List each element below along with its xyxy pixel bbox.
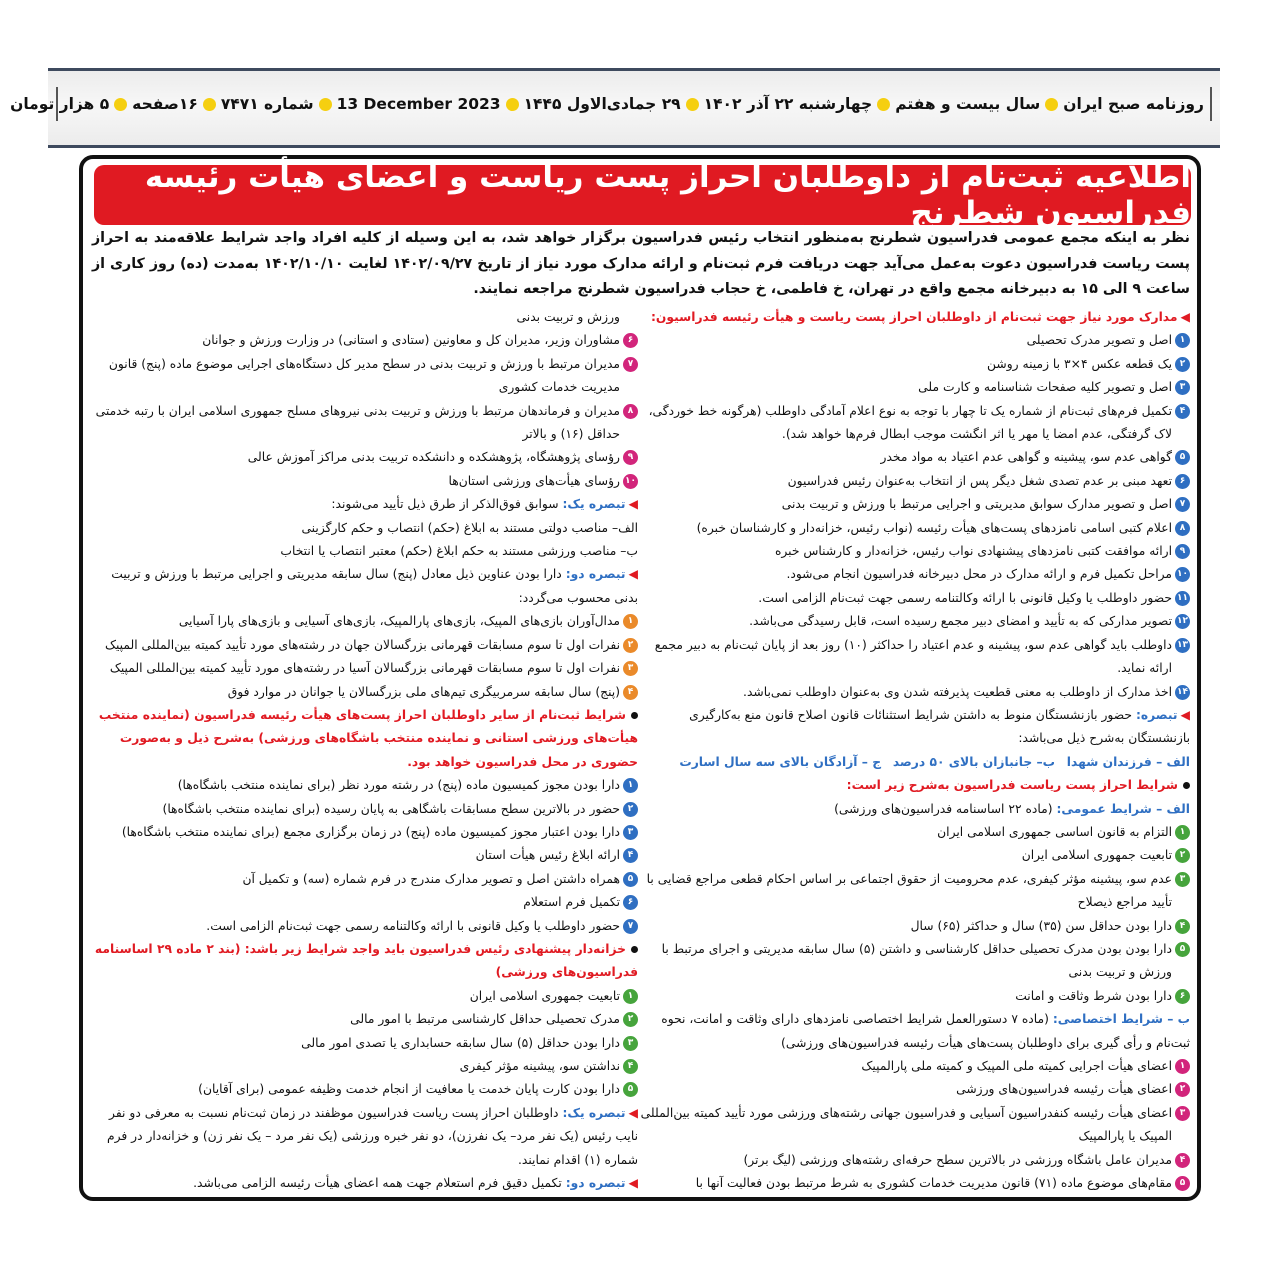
arrow-icon: ◀ [628,567,638,582]
list-item: ۲ اعضای هیأت رئیسه فدراسیون‌های ورزشی [640,1078,1190,1101]
general-conditions-list [640,821,1190,1008]
number-badge-icon: ۵ [1175,450,1190,465]
masthead-line [10,87,1212,121]
special-conditions-list [640,1055,1190,1195]
continuation-text: ورزش و تربیت بدنی [516,310,620,324]
list-item: ۶ مشاوران وزیر، مدیران کل و معاونین (ستادی و استانی) در وزارت ورزش و جوانان [92,329,638,352]
list-item: ۱۰ رؤسای هیأت‌های ورزشی استان‌ها [448,473,636,488]
bullet-icon [631,712,638,719]
list-item: ۳ نفرات اول تا سوم مسابقات قهرمانی بزرگسالان آسیا در رشته‌های مورد تأیید کمیته بین‌المللی المپیک [92,657,638,680]
number-badge-icon: ۱۱ [1175,591,1190,606]
bullet-icon [631,946,638,953]
newspaper-masthead [10,68,1220,148]
note-one: ◀تبصره یک: سوابق فوق‌الذکر از طرق ذیل تأیید می‌شوند: [331,497,638,512]
other-candidates-list [92,774,638,938]
number-badge-icon: ۳ [1175,1106,1190,1121]
list-item: ۵ دارا بودن بودن مدرک تحصیلی حداقل کارشناسی و داشتن (۵) سال سابقه مدیریتی و اجرای مرتبط با ورزش و تربیت بدنی [640,938,1190,985]
masthead-date-hijri: ۲۹ جمادی‌الاول ۱۴۴۵ [523,95,681,113]
number-badge-icon: ۹ [623,450,638,465]
note-four: ◀تبصره دو: تکمیل دقیق فرم استعلام جهت همه اعضای هیأت رئیسه الزامی می‌باشد. [193,1176,638,1191]
list-item: ۳ عدم سو، پیشینه مؤثر کیفری، عدم محرومیت از حقوق اجتماعی بر اساس احکام قطعی مراجع قضایی با تأیید مراجع ذیصلاح [640,868,1190,915]
masthead-paper-name: روزنامه صبح ایران [1063,95,1204,113]
masthead-issue-number: شماره ۷۴۷۱ [220,95,314,113]
announcement-title-banner [94,159,1191,231]
number-badge-icon: ۵ [623,872,638,887]
retiree-categories: الف – فرزندان شهدا ب– جانبازان بالای ۵۰ درصد ج – آزادگان بالای سه سال اسارت [679,754,1190,769]
separator-dot-icon [114,98,127,111]
list-item: ۷ اصل و تصویر مدارک سوابق مدیریتی و اجرایی مرتبط با ورزش و تربیت بدنی [640,493,1190,516]
list-item: ۱۳ داوطلب باید گواهی عدم سو، پیشینه و عدم اعتیاد را حداکثر (۱۰) روز بعد از پایان ثبت‌نام به دبیر مجمع ارائه نماید. [654,637,1188,676]
list-item: ۴ (پنج) سال سابقه سرمربیگری تیم‌های ملی بزرگسالان یا جوانان در موارد فوق [92,681,638,704]
list-item: ۴ دارا بودن حداقل سن (۳۵) سال و حداکثر (۶۵) سال [640,915,1190,938]
list-item: ۸ مدیران و فرماندهان مرتبط با ورزش و تربیت بدنی نیروهای مسلح جمهوری اسلامی ایران با رتبه خدمتی حداقل (۱۶) و بالاتر [92,400,638,447]
list-item: ۲ نفرات اول تا سوم مسابقات قهرمانی بزرگسالان جهان در رشته‌های مورد تأیید کمیته بین‌المللی المپیک [92,634,638,657]
number-badge-icon: ۱ [1175,333,1190,348]
retiree-note: ◀تبصره: حضور بازنشستگان منوط به داشتن شرایط استثنائات قانون اصلاح قانون منع به‌کارگیری بازنشستگان به‌شرح ذیل می‌باشد: [689,707,1190,746]
list-item: ۷ مدیران مرتبط با ورزش و تربیت بدنی در سطح مدیر کل دستگاه‌های اجرایی موضوع ماده (پنج) قانون مدیریت خدمات کشوری [92,353,638,400]
section-heading-other-candidates: شرایط ثبت‌نام از سایر داوطلبان احراز پست‌های هیأت رئیسه فدراسیون (نماینده منتخب هیأت‌های ورزشی استانی و نماینده منتخب باشگاه‌های ورزشی) به‌شرح ذیل و به‌صورت حضوری در محل فدراسیون خواهد بود. [98,707,638,769]
number-badge-icon: ۶ [623,895,638,910]
list-item: ۵ دارا بودن کارت پایان خدمت یا معافیت از انجام خدمت وظیفه عمومی (برای آقایان) [92,1078,638,1101]
list-item: ۶ دارا بودن شرط وثاقت و امانت [640,985,1190,1008]
bullet-icon [1183,782,1190,789]
treasurer-conditions-list [92,985,638,1102]
number-badge-icon: ۴ [1175,919,1190,934]
left-column [92,306,638,1195]
number-badge-icon: ۱۰ [1175,567,1190,582]
list-item: ۲ مدرک تحصیلی حداقل کارشناسی مرتبط با امور مالی [92,1008,638,1031]
arrow-icon: ◀ [1180,310,1190,324]
right-column [640,306,1190,1195]
note-one-alef: الف– مناصب دولتی مستند به ابلاغ (حکم) انتصاب و حکم کارگزینی [301,520,638,535]
separator-dot-icon [1045,98,1058,111]
number-badge-icon: ۴ [623,685,638,700]
number-badge-icon: ۱ [623,778,638,793]
special-conditions-continued [92,329,638,493]
list-item: ۶ تعهد مبنی بر عدم تصدی شغل دیگر پس از انتخاب به‌عنوان رئیس فدراسیون [640,470,1190,493]
number-badge-icon: ۴ [623,1059,638,1074]
number-badge-icon: ۲ [1175,1082,1190,1097]
number-badge-icon: ۶ [623,333,638,348]
list-item: ۱ دارا بودن مجوز کمیسیون ماده (پنج) در رشته مورد نظر (برای نماینده منتخب باشگاه‌ها) [92,774,638,797]
number-badge-icon: ۳ [623,825,638,840]
list-item: ۴ ارائه ابلاغ رئیس هیأت استان [92,844,638,867]
list-item: ۱ التزام به قانون اساسی جمهوری اسلامی ایران [640,821,1190,844]
number-badge-icon: ۷ [623,919,638,934]
number-badge-icon: ۱ [623,989,638,1004]
number-badge-icon: ۹ [1175,544,1190,559]
number-badge-icon: ۵ [623,1082,638,1097]
documents-list [640,329,1190,704]
list-item: ۳ اعضای هیأت رئیسه کنفدراسیون آسیایی و فدراسیون جهانی رشته‌های ورزشی مورد تأیید کمیته بین‌المللی المپیک یا پارالمپیک [640,1102,1190,1149]
list-item: ۲ حضور در بالاترین سطح مسابقات باشگاهی به پایان رسیده (برای نماینده منتخب باشگاه‌ها) [92,798,638,821]
intro-paragraph: نظر به اینکه مجمع عمومی فدراسیون شطرنج به‌منظور انتخاب رئیس فدراسیون برگزار خواهد شد، به این وسیله از کلیه افراد واجد شرایط علاقه‌مند به احراز پست ریاست فدراسیون دعوت به‌عمل می‌آید جهت دریافت فرم ثبت‌نام و ارائه مدارک مورد نیاز از تاریخ ۱۴۰۲/۰۹/۲۷ لغایت ۱۴۰۲/۱۰/۱۰ به‌مدت (ده) روز کاری از ساعت ۹ الی ۱۵ به دبیرخانه مجمع واقع در تهران، خ فاطمی، خ حجاب فدراسیون شطرنج مراجعه نمایند. [92,230,1190,297]
note-two: ◀تبصره دو: دارا بودن عناوین ذیل معادل (پنج) سال سابقه مدیریتی و اجرایی مرتبط با ورزش و تربیت بدنی محسوب می‌گردد: [111,567,638,605]
list-item: ۱ تابعیت جمهوری اسلامی ایران [92,985,638,1008]
list-item: ۱ مدال‌آوران بازی‌های المپیک، بازی‌های پارالمپیک، بازی‌های آسیایی و بازی‌های پارا آسیایی [92,610,638,633]
number-badge-icon: ۳ [1175,872,1190,887]
list-item: ۱۴ اخذ مدارک از داوطلب به معنی قطعیت پذیرفته شدن وی به‌عنوان داوطلب نمی‌باشد. [743,684,1188,699]
masthead-price: ۵ هزار تومان [10,95,110,113]
general-conditions-heading: الف – شرایط عمومی: (ماده ۲۲ اساسنامه فدراسیون‌های ورزشی) [834,801,1190,816]
number-badge-icon: ۲ [1175,357,1190,372]
separator-dot-icon [319,98,332,111]
masthead-page-count: ۱۶صفحه [132,95,198,113]
list-item: ۱۱ حضور داوطلب یا وکیل قانونی با ارائه وکالتنامه رسمی جهت ثبت‌نام الزامی است. [758,590,1188,605]
list-item: ۴ مدیران عامل باشگاه ورزشی در بالاترین سطح حرفه‌ای رشته‌های ورزشی (لیگ برتر) [640,1149,1190,1172]
number-badge-icon: ۶ [1175,474,1190,489]
note-three: ◀تبصره یک: داوطلبان احراز پست ریاست فدراسیون موظفند در زمان ثبت‌نام نسبت به معرفی دو نفر نایب رئیس (یک نفر مرد– یک نفرزن)، دو نفر خبره ورزشی (یک نفر مرد – یک نفر زن) و خزانه‌دار در فرم شماره (۱) اقدام نمایند. [106,1105,638,1167]
number-badge-icon: ۲ [623,802,638,817]
list-item: ۵ مقام‌های موضوع ماده (۷۱) قانون مدیریت خدمات کشوری به شرط مرتبط بودن فعالیت آنها با [640,1172,1190,1195]
number-badge-icon: ۲ [623,1012,638,1027]
list-item: ۵ گواهی عدم سو، پیشینه و گواهی عدم اعتیاد به مواد مخدر [640,446,1190,469]
special-conditions-heading: ب – شرایط اختصاصی: (ماده ۷ دستورالعمل شرایط اختصاصی نامزدهای دارای وثاقت و امانت، نحوه ثبت‌نام و رأی گیری برای داوطلبان پست‌های هیأت رئیسه فدراسیون‌های ورزشی) [661,1012,1190,1050]
list-item: ۲ تابعیت جمهوری اسلامی ایران [640,844,1190,867]
masthead-date-gregorian: 13 December 2023 [336,95,501,113]
arrow-icon: ◀ [628,1105,638,1120]
list-item: ۶ تکمیل فرم استعلام [92,891,638,914]
number-badge-icon: ۱۲ [1175,614,1190,629]
list-item: ۴ تکمیل فرم‌های ثبت‌نام از شماره یک تا چهار با توجه به نوع اعلام آمادگی داوطلب (هرگونه خط خوردگی، لاک گرفتگی، عدم امضا یا مهر یا اثر انگشت موجب ابطال فرم‌ها خواهد شد). [640,400,1190,447]
number-badge-icon: ۴ [1175,404,1190,419]
separator-dot-icon [877,98,890,111]
list-item: ۱۲ تصویر مدارکی که به تأیید و امضای دبیر مجمع رسیده است، قابل رسیدگی می‌باشد. [749,614,1188,629]
separator-dot-icon [203,98,216,111]
list-item: ۹ ارائه موافقت کتبی نامزدهای پیشنهادی نواب رئیس، خزانه‌دار و کارشناس خبره [640,540,1190,563]
section-heading-treasurer: خزانه‌دار پیشنهادی رئیس فدراسیون باید واجد شرایط زیر باشد: (بند ۲ ماده ۲۹ اساسنامه فدراسیون‌های ورزشی) [94,941,638,980]
number-badge-icon: ۲ [623,638,638,653]
number-badge-icon: ۱ [623,614,638,629]
masthead-year: سال بیست و هفتم [895,95,1041,113]
arrow-icon: ◀ [628,497,638,512]
number-badge-icon: ۵ [1175,942,1190,957]
number-badge-icon: ۷ [623,357,638,372]
arrow-icon: ◀ [628,1176,638,1191]
number-badge-icon: ۸ [1175,521,1190,536]
list-item: ۱ اعضای هیأت اجرایی کمیته ملی المپیک و کمیته ملی پارالمپیک [640,1055,1190,1078]
list-item: ۵ همراه داشتن اصل و تصویر مدارک مندرج در فرم شماره (سه) و تکمیل آن [92,868,638,891]
number-badge-icon: ۳ [1175,380,1190,395]
number-badge-icon: ۲ [1175,848,1190,863]
arrow-icon: ◀ [1180,707,1190,722]
section-heading-presidency-conditions: شرایط احراز پست ریاست فدراسیون به‌شرح زیر است: [640,774,1190,797]
list-item: ۱ اصل و تصویر مدرک تحصیلی [640,329,1190,352]
number-badge-icon: ۷ [1175,497,1190,512]
number-badge-icon: ۳ [623,661,638,676]
list-item: ۳ اصل و تصویر کلیه صفحات شناسنامه و کارت ملی [640,376,1190,399]
number-badge-icon: ۸ [623,404,638,419]
number-badge-icon: ۱ [1175,825,1190,840]
separator-dot-icon [686,98,699,111]
equivalent-titles-list [92,610,638,704]
separator-dot-icon [506,98,519,111]
section-heading-documents: ◀مدارک مورد نیاز جهت ثبت‌نام از داوطلبان احراز پست ریاست و هیأت رئیسه فدراسیون: [651,310,1190,324]
list-item: ۸ اعلام کتبی اسامی نامزدهای پست‌های هیأت رئیسه (نواب رئیس، خزانه‌دار و کارشناسان خبره) [640,517,1190,540]
number-badge-icon: ۱۴ [1175,685,1190,700]
number-badge-icon: ۳ [623,1036,638,1051]
list-item: ۹ رؤسای پژوهشگاه، پژوهشکده و دانشکده تربیت بدنی مراکز آموزش عالی [92,446,638,469]
number-badge-icon: ۵ [1175,1176,1190,1191]
number-badge-icon: ۱۰ [623,474,638,489]
masthead-date-persian: چهارشنبه ۲۲ آذر ۱۴۰۲ [703,95,873,113]
number-badge-icon: ۴ [623,848,638,863]
number-badge-icon: ۴ [1175,1153,1190,1168]
list-item: ۴ نداشتن سو، پیشینه مؤثر کیفری [92,1055,638,1078]
list-item: ۳ دارا بودن حداقل (۵) سال سابقه حسابداری یا تصدی امور مالی [92,1032,638,1055]
number-badge-icon: ۱۳ [1175,638,1190,653]
list-item: ۳ دارا بودن اعتبار مجوز کمیسیون ماده (پنج) در زمان برگزاری مجمع (برای نماینده منتخب باشگاه‌ها) [92,821,638,844]
list-item: ۲ یک قطعه عکس ۴×۳ با زمینه روشن [640,353,1190,376]
list-item: ۷ حضور داوطلب یا وکیل قانونی با ارائه وکالتنامه رسمی جهت ثبت‌نام الزامی است. [92,915,638,938]
announcement-title: اطلاعیه ثبت‌نام از داوطلبان احراز پست ریاست و اعضای هیأت رئیسه فدراسیون شطرنج [144,159,1191,231]
number-badge-icon: ۱ [1175,1059,1190,1074]
number-badge-icon: ۶ [1175,989,1190,1004]
note-one-be: ب– مناصب ورزشی مستند به حکم ابلاغ (حکم) معتبر انتصاب یا انتخاب [280,544,638,559]
list-item: ۱۰ مراحل تکمیل فرم و ارائه مدارک در محل دبیرخانه فدراسیون انجام می‌شود. [786,567,1188,582]
